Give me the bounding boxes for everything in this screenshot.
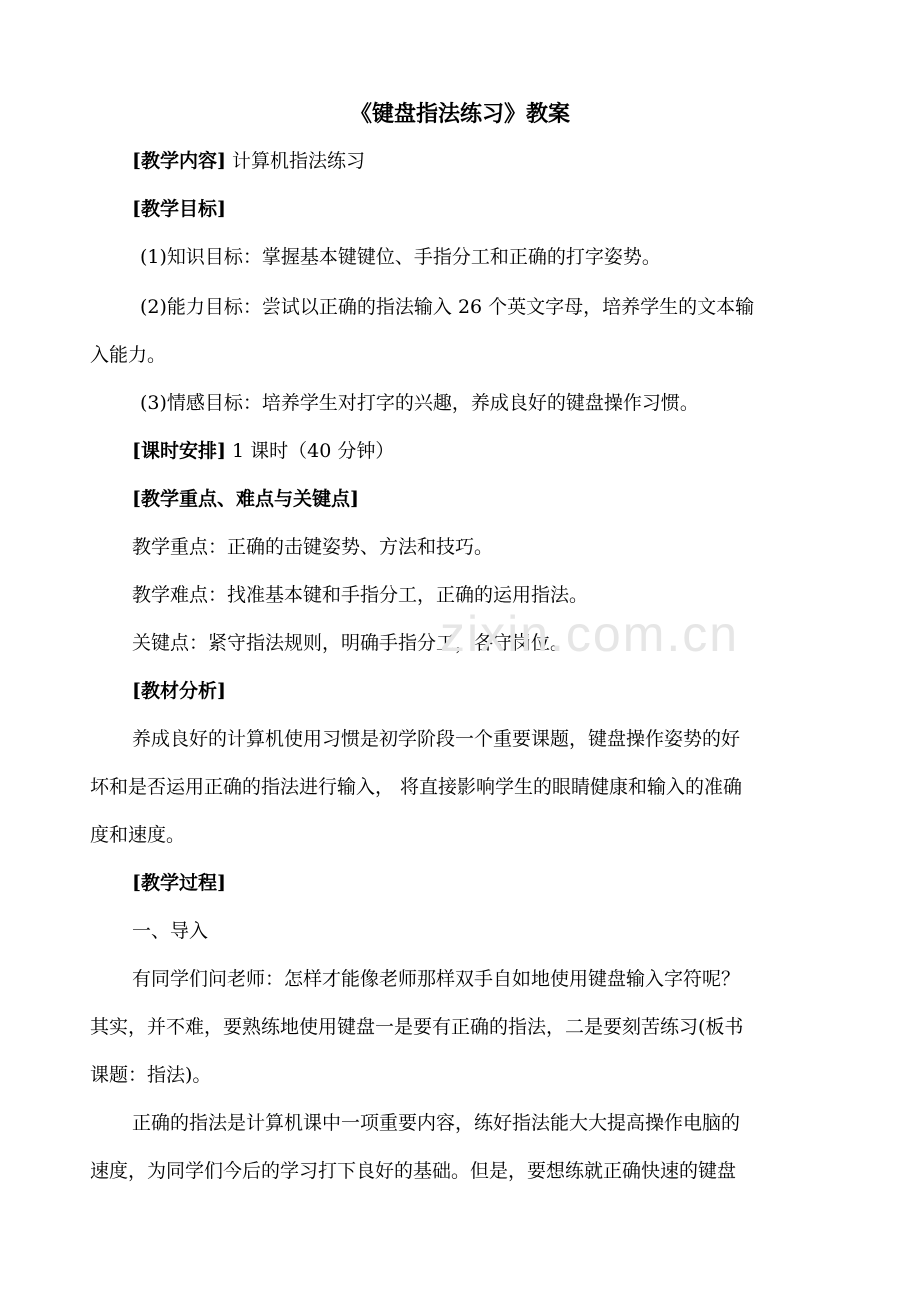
goal-ability-line2: 入能力。 [90,344,167,366]
critical-point: 关键点：紧守指法规则，明确手指分工，各守岗位。 [132,632,570,654]
paragraph1-line2: 其实，并不难，要熟练地使用键盘一是要有正确的指法，二是要刻苦练习(板书 [90,1016,744,1038]
analysis-line1: 养成良好的计算机使用习惯是初学阶段一个重要课题，键盘操作姿势的好 [132,728,741,750]
teaching-key-point: 教学重点：正确的击键姿势、方法和技巧。 [132,536,494,558]
schedule-value: 1 课时（40 分钟） [232,440,395,462]
document-title: 《键盘指法练习》教案 [349,101,570,127]
watermark: zixin.com.cn [440,606,740,662]
schedule-line [132,436,394,466]
goal-emotion: (3)情感目标：培养学生对打字的兴趣，养成良好的键盘操作习惯。 [140,392,699,414]
teaching-content-value: 计算机指法练习 [232,150,366,172]
teaching-content-line [132,146,365,176]
paragraph2-line2: 速度，为同学们今后的学习打下良好的基础。但是，要想练就正确快速的键盘 [90,1160,737,1182]
paragraph2-line1: 正确的指法是计算机课中一项重要内容，练好指法能大大提高操作电脑的 [132,1112,741,1134]
paragraph1-line3: 课题：指法)。 [90,1064,212,1086]
teaching-content-label: [教学内容] [132,150,226,172]
paragraph1-line1: 有同学们问老师：怎样才能像老师那样双手自如地使用键盘输入字符呢？ [132,968,741,990]
analysis-line3: 度和速度。 [90,824,186,846]
teaching-difficulty: 教学难点：找准基本键和手指分工，正确的运用指法。 [132,584,589,606]
teaching-goals-label: [教学目标] [132,198,226,220]
analysis-line2: 坏和是否运用正确的指法进行输入， 将直接影响学生的眼睛健康和输入的准确 [90,776,743,798]
schedule-label: [课时安排] [132,440,226,462]
process-label: [教学过程] [132,872,226,894]
goal-ability-line1: (2)能力目标：尝试以正确的指法输入 26 个英文字母，培养学生的文本输 [140,296,755,318]
goal-knowledge: (1)知识目标：掌握基本键键位、手指分工和正确的打字姿势。 [140,246,661,268]
analysis-label: [教材分析] [132,680,226,702]
process-intro: 一、导入 [132,920,209,942]
key-points-label: [教学重点、难点与关键点] [132,488,359,510]
